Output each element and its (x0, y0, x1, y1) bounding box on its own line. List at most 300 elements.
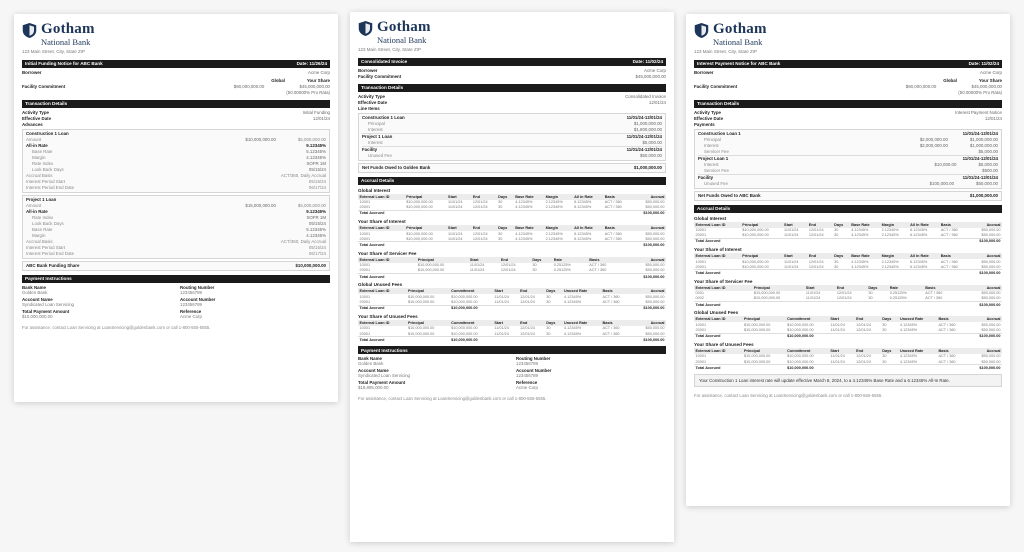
column-header: Base Rate (850, 222, 880, 228)
table-cell: 30 (868, 296, 873, 301)
table-total-cell: $10,000,000.00 (786, 333, 829, 339)
accrual-table-title: Your Share of Servicer Fee (358, 250, 417, 256)
table-cell: 12/01/24 (520, 331, 535, 336)
table-cell: 30 (498, 236, 503, 241)
net-funds-total: Net Funds Owed to Golden Bank $1,000,000.00 (358, 163, 666, 173)
table-total-cell: Total Accrued (694, 365, 742, 371)
table-cell: $50,000.00 (981, 327, 1001, 332)
construction-loan-box (22, 129, 330, 193)
table-cell: $10,000,000.00 (743, 327, 771, 332)
table-total-cell (939, 238, 967, 244)
effective-date-value: 12/01/24 (984, 115, 1002, 121)
payment-field (180, 285, 330, 295)
table-total-cell: Total Accrued (694, 238, 741, 244)
column-header: Start (493, 288, 519, 294)
table-total-cell (752, 302, 804, 308)
line-item-label: Principal (704, 136, 721, 142)
table-cell: 20001 (359, 268, 371, 273)
table-cell: 20001 (695, 327, 707, 332)
table-total-cell (909, 238, 940, 244)
amount-share: $5,000,000.00 (297, 202, 326, 208)
rate-label: Interest Period Start (26, 244, 66, 250)
table-total-cell (405, 210, 447, 216)
payment-field (22, 309, 172, 319)
table-cell: $50,000.00 (981, 264, 1001, 269)
table-total-cell (471, 210, 496, 216)
table-cell: 2.12345% (881, 264, 899, 269)
table-cell: 30 (546, 326, 551, 331)
payment-instructions (22, 285, 330, 319)
accrual-table (694, 348, 1002, 371)
table-cell: $50,000.00 (645, 231, 665, 236)
table-total-cell (468, 274, 499, 280)
table-cell: 30 (882, 359, 887, 364)
table-cell: 11/01/24 (805, 296, 821, 301)
table-cell: 4.12345% (851, 228, 869, 233)
table-cell: 20001 (359, 236, 371, 241)
column-header: External Loan ID (358, 288, 406, 294)
line-item-value: 11/01/24-12/01/24 (962, 130, 998, 136)
column-header: Accrual (630, 288, 666, 294)
table-cell: 4.12345% (899, 354, 918, 359)
table-cell: ACT / 360 (940, 233, 958, 238)
assistance-note: For assistance, contact Loan Servicing at LoanServicing@goldenbank.com or call 1-800-555-5555. (22, 324, 211, 330)
table-cell: ACT / 360 (938, 354, 956, 359)
shield-icon (358, 20, 373, 37)
table-total-cell: Total Accrued (694, 333, 742, 339)
table-cell: 11/01/24 (784, 228, 799, 233)
column-header: All In Rate (909, 253, 940, 259)
table-cell: 10001 (359, 200, 371, 205)
payment-field-label: Account Name (358, 368, 389, 374)
line-items-label: Line Items (358, 105, 380, 111)
rate-value: 05/15/24 (308, 178, 326, 184)
payment-field (22, 285, 172, 295)
table-total-cell (544, 210, 573, 216)
table-total-cell: Total Accrued (358, 305, 406, 311)
table-cell: 6.12345% (574, 200, 592, 205)
table-total-cell (888, 302, 924, 308)
line-item-label: Construction 1 Loan (362, 114, 405, 120)
table-cell: 12/01/24 (856, 359, 871, 364)
accrual-table (358, 320, 666, 343)
table-cell: $10,000,000.00 (451, 294, 478, 299)
table-cell: 10001 (695, 228, 707, 233)
table-cell: 2.12345% (881, 259, 899, 264)
column-header: Start (804, 285, 835, 291)
payment-field (180, 309, 330, 319)
table-total-cell (807, 270, 832, 276)
column-header: Basis (601, 288, 630, 294)
rate-update-note: Your Construction 1 Loan interest rate will update effective March 8, 2024, to a 4.12345% Base Rate and a 6.12345% All-In Rate. (694, 374, 1002, 387)
table-cell: 12/01/24 (472, 200, 488, 205)
invoice-header-bar (358, 58, 666, 66)
column-header: Days (833, 222, 850, 228)
table-total-cell (573, 210, 604, 216)
table-cell: $10,000,000.00 (451, 326, 478, 331)
rate-value: 5.12345% (306, 148, 326, 154)
table-cell: 30 (868, 291, 873, 296)
table-cell: 30 (498, 205, 503, 210)
payment-field-label: Routing Number (180, 284, 215, 290)
table-cell: $50,000.00 (645, 205, 665, 210)
line-item (698, 162, 998, 168)
table-cell: $10,000,000.00 (742, 264, 769, 269)
project-rate-rows (26, 215, 326, 257)
table-cell: 2.12345% (545, 200, 563, 205)
accrual-table-title: Global Unused Fees (694, 310, 739, 316)
line-item-value: 11/01/24-12/01/24 (962, 155, 998, 161)
table-cell: $10,000,000.00 (742, 228, 769, 233)
line-item-label: Unused Fee (704, 180, 728, 186)
accrual-table-title: Your Share of Unused Fees (694, 341, 754, 347)
notice-header-bar (22, 60, 330, 68)
payment-field-label: Account Name (22, 296, 53, 302)
facility-commitment-label: Facility Commitment (694, 83, 738, 89)
table-cell: ACT / 360 (602, 294, 620, 299)
table-total-cell: $10,000,000.00 (786, 365, 829, 371)
payment-field (358, 368, 508, 378)
table-cell: 30 (532, 263, 537, 268)
table-cell: 2.12345% (545, 231, 563, 236)
rate-label: Interest Period Start (26, 178, 66, 184)
column-header: Start (829, 316, 855, 322)
table-cell: $10,000,000.00 (451, 331, 478, 336)
allin-label: All-in Rate (26, 142, 48, 148)
table-cell: 30 (834, 228, 839, 233)
column-header: Start (447, 194, 472, 200)
global-label: Global (943, 77, 957, 83)
line-item-label: Unused Fee (368, 152, 392, 158)
table-cell: 30 (532, 268, 537, 273)
bank-name: Gotham (713, 21, 767, 37)
table-cell: 4.12345% (563, 326, 582, 331)
line-item-label: Interest (704, 142, 719, 148)
accrual-table (694, 253, 1002, 276)
table-cell: $10,000,000.00 (451, 299, 478, 304)
table-total-cell (909, 270, 940, 276)
column-header: Principal (752, 285, 804, 291)
table-cell: $10,000,000.00 (406, 200, 433, 205)
table-total-cell (835, 302, 866, 308)
facility-global-value: $90,000,000.00 (905, 83, 937, 89)
column-header: Start (447, 225, 472, 231)
table-cell: $50,000.00 (645, 200, 665, 205)
payment-field (358, 380, 508, 390)
column-header: All In Rate (573, 194, 604, 200)
table-cell: 2.12345% (545, 205, 563, 210)
table-cell: 4.12345% (563, 331, 582, 336)
table-cell: ACT / 360 (938, 359, 956, 364)
line-item (362, 153, 662, 159)
table-total-cell: Total Accrued (358, 242, 405, 248)
table-total-cell (588, 274, 623, 280)
column-header: External Loan ID (694, 285, 752, 291)
table-cell: 20001 (695, 233, 707, 238)
table-cell: 4.12345% (851, 264, 869, 269)
table-cell: 11/01/24 (469, 268, 485, 273)
table-total-cell (562, 337, 601, 343)
table-cell: 6.12345% (910, 228, 928, 233)
table-cell: $50,000.00 (645, 294, 665, 299)
line-item-value: $5,000.00 (978, 161, 998, 167)
table-cell: $10,000,000.00 (753, 291, 781, 296)
table-cell: 0001 (695, 291, 704, 296)
facility-share-value: $45,000,000.00 (50.00000% Pro Rata) (286, 83, 330, 95)
table-cell: 11/01/24 (494, 331, 509, 336)
table-total-cell (741, 238, 783, 244)
table-cell: 10001 (695, 354, 707, 359)
table-cell: $50,000.00 (981, 291, 1001, 296)
bank-logo (22, 22, 330, 47)
table-total-cell (880, 270, 909, 276)
accrual-table (358, 225, 666, 248)
table-total-cell (497, 242, 514, 248)
table-cell: 0.25125% (889, 296, 907, 301)
table-cell: 12/01/24 (500, 268, 516, 273)
column-header: Start (783, 253, 808, 259)
line-item-label: Construction Loan 1 (698, 130, 741, 136)
table-total-row (358, 274, 666, 280)
table-cell: $10,000,000.00 (787, 359, 814, 364)
amount-share: $5,000,000.00 (297, 136, 326, 142)
table-total-cell (552, 274, 588, 280)
rate-value: 05/15/24 (308, 244, 326, 250)
line-item-value: 11/01/24-12/01/24 (962, 174, 998, 180)
table-total-cell (497, 210, 514, 216)
borrower-label: Borrower (358, 67, 378, 73)
table-total-cell (514, 210, 544, 216)
table-cell: 4.12345% (515, 200, 533, 205)
table-cell: 6.12345% (574, 231, 592, 236)
column-header: External Loan ID (694, 348, 742, 354)
table-total-cell (514, 242, 544, 248)
your-share-label: Your Share (978, 77, 1002, 83)
table-total-cell (880, 238, 909, 244)
payment-field-value: Golden Bank (358, 361, 384, 367)
notice-date: Date: 11/26/24 (296, 61, 327, 66)
table-cell: 11/01/24 (448, 200, 463, 205)
effective-date-value: 12/01/24 (312, 115, 330, 121)
column-header: Accrual (630, 320, 666, 326)
table-cell: 6.12345% (910, 233, 928, 238)
table-total-cell (544, 242, 573, 248)
line-item-value: $5,000.00 (978, 148, 998, 154)
table-cell: $50,000.00 (981, 322, 1001, 327)
rate-value: 05/15/24 (308, 220, 326, 226)
table-cell: 30 (546, 331, 551, 336)
table-cell: $10,000,000.00 (407, 299, 435, 304)
table-cell: ACT / 360 (604, 200, 622, 205)
table-cell: 12/01/24 (808, 264, 824, 269)
accrual-table-title: Your Share of Interest (694, 247, 742, 253)
column-header: Base Rate (514, 194, 544, 200)
amount-global: $10,000,000.00 (245, 136, 276, 142)
line-item (698, 174, 998, 181)
line-item-value: 11/01/24-12/01/24 (626, 146, 662, 152)
column-header: Unused Rate (898, 348, 937, 354)
table-total-row (694, 238, 1002, 244)
column-header: Unused Rate (898, 316, 937, 322)
table-cell: ACT / 360 (589, 268, 607, 273)
column-header: Basis (937, 348, 966, 354)
invoice-title: Consolidated Invoice (361, 59, 408, 64)
table-total-cell (545, 337, 563, 343)
table-cell: ACT / 360 (602, 299, 620, 304)
column-header: External Loan ID (358, 225, 405, 231)
table-cell: 11/01/24 (830, 354, 845, 359)
notice-title: Interest Payment Notice for ABC Bank (697, 61, 781, 66)
assistance-note: For assistance, contact Loan Servicing at LoanServicing@goldenbank.com or call 1-800-555-5555. (694, 393, 883, 399)
effective-date-label: Effective Date (694, 115, 724, 121)
table-cell: ACT / 360 (938, 327, 956, 332)
payment-instructions (358, 356, 666, 390)
accrual-table-title: Your Share of Servicer Fee (694, 278, 753, 284)
column-header: Basis (603, 194, 631, 200)
line-item-label: Project Loan 1 (698, 155, 729, 161)
table-cell: 30 (546, 294, 551, 299)
borrower-label: Borrower (694, 69, 714, 75)
table-cell: 11/01/24 (830, 327, 845, 332)
table-cell: 30 (498, 200, 503, 205)
payment-field-label: Account Number (516, 368, 552, 374)
activity-type-value: Initial Funding (302, 109, 330, 115)
table-cell: 11/01/24 (494, 294, 509, 299)
rate-label: Interest Period End Date (26, 250, 75, 256)
table-cell: $50,000.00 (645, 268, 665, 273)
payment-field-value: $10,000,000.00 (22, 313, 53, 319)
table-cell: ACT / 360 (604, 205, 622, 210)
activity-type-value: Interest Payment Notice (955, 109, 1002, 115)
bank-subname: National Bank (41, 37, 91, 47)
table-cell: 12/01/24 (520, 294, 535, 299)
accrual-table-title: Your Share of Interest (358, 219, 406, 225)
column-header: Principal (741, 253, 783, 259)
column-header: External Loan ID (358, 257, 416, 263)
table-cell: 4.12345% (563, 299, 582, 304)
effective-date-label: Effective Date (358, 99, 388, 105)
activity-type-label: Activity Type (694, 109, 722, 115)
table-cell: 10001 (695, 322, 707, 327)
table-cell: 10001 (359, 263, 371, 268)
advances-label: Advances (22, 121, 43, 127)
notice-header-bar (694, 60, 1002, 68)
column-header: Commitment (450, 288, 493, 294)
payment-field-value: 123456789 (180, 289, 202, 295)
bank-address: 123 Main Street, City, State ZIP (22, 48, 85, 54)
line-item (362, 133, 662, 140)
column-header: Accrual (966, 316, 1002, 322)
payment-field (516, 356, 666, 366)
table-total-cell (937, 333, 966, 339)
column-header: Days (881, 316, 899, 322)
table-total-cell (519, 337, 545, 343)
payment-field-value: Syndicated Loan Servicing (358, 373, 410, 379)
table-total-cell (881, 365, 899, 371)
column-header: Days (497, 225, 514, 231)
table-cell: 20001 (359, 205, 371, 210)
column-header: Margin (880, 253, 909, 259)
line-item-label: Servicer Fee (704, 167, 729, 173)
column-header: Start (493, 320, 519, 326)
table-cell: 11/01/24 (830, 359, 845, 364)
table-cell: ACT / 360 (940, 259, 958, 264)
line-item-value: $500.00 (982, 167, 998, 173)
payment-field-value: Golden Bank (22, 289, 48, 295)
table-cell: $50,000.00 (981, 359, 1001, 364)
table-total-cell (493, 337, 519, 343)
accrual-details-bar: Accrual Details (694, 205, 1002, 213)
table-cell: $50,000.00 (981, 259, 1001, 264)
table-cell: $10,000,000.00 (407, 294, 435, 299)
table-total-cell: $10,000,000.00 (450, 337, 493, 343)
payment-field-label: Account Number (180, 296, 216, 302)
rate-value: 4.12345% (306, 232, 326, 238)
rate-value: 5.12345% (306, 226, 326, 232)
column-header: Accrual (632, 194, 666, 200)
table-total-cell (783, 270, 808, 276)
rate-label: Accrual Basis (26, 238, 53, 244)
table-total-cell (939, 270, 967, 276)
column-header: End (855, 348, 881, 354)
table-cell: 11/01/24 (784, 259, 799, 264)
column-header: End (471, 225, 496, 231)
line-item-value: $1,800,000.00 (633, 126, 662, 132)
construction-rate-rows (26, 149, 326, 191)
table-total-cell: $100,000.00 (632, 210, 666, 216)
line-item-global: $100,000.00 (929, 180, 955, 186)
table-cell: 11/01/24 (448, 205, 463, 210)
accrual-table (694, 222, 1002, 245)
table-total-cell (493, 305, 519, 311)
payment-field-value: 123456789 (516, 373, 538, 379)
accrual-tables (694, 216, 1002, 371)
column-header: Basis (603, 225, 631, 231)
table-cell: 2.12345% (881, 233, 899, 238)
table-cell: ACT / 360 (940, 228, 958, 233)
rate-label: Accrual Basis (26, 172, 53, 178)
column-header: Base Rate (850, 253, 880, 259)
table-total-row (694, 302, 1002, 308)
table-total-cell (829, 365, 855, 371)
assistance-note: For assistance, contact Loan Servicing at LoanServicing@goldenbank.com or call 1-800-555-5555. (358, 396, 547, 402)
table-cell: 11/01/24 (784, 233, 799, 238)
table-cell: 30 (834, 264, 839, 269)
your-share-label: Your Share (306, 77, 330, 83)
table-cell: 4.12345% (515, 205, 533, 210)
column-header: Basis (924, 285, 959, 291)
table-cell: $10,000,000.00 (417, 263, 445, 268)
payment-field-label: Routing Number (516, 356, 551, 362)
table-cell: $10,000,000.00 (407, 326, 435, 331)
table-total-cell (783, 238, 808, 244)
column-header: Days (833, 253, 850, 259)
line-item-label: Interest (704, 161, 719, 167)
table-total-cell: $10,000,000.00 (450, 305, 493, 311)
table-total-cell (807, 238, 832, 244)
table-total-cell (898, 365, 937, 371)
column-header: Principal (742, 316, 785, 322)
table-total-cell: $100,000.00 (968, 270, 1002, 276)
rate-value: ACT/360, Daily Accrual (280, 172, 326, 178)
column-header: Start (468, 257, 499, 263)
shield-icon (694, 22, 709, 39)
accrual-tables (358, 188, 666, 343)
table-total-row (694, 333, 1002, 339)
table-cell: $10,000,000.00 (406, 236, 433, 241)
table-cell: $10,000,000.00 (742, 259, 769, 264)
line-item-global: $2,000,000.00 (919, 142, 948, 148)
